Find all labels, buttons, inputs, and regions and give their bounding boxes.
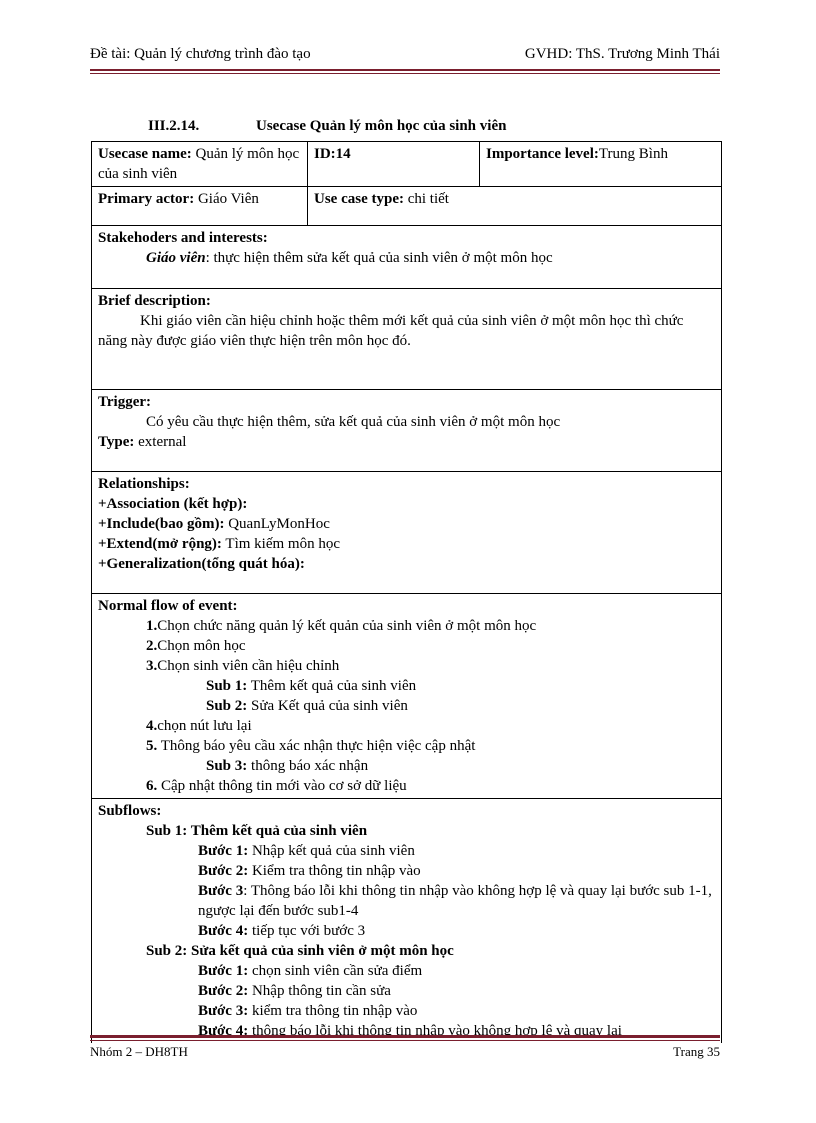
sub2-step: Bước 4: thông báo lỗi khi thông tin nhập vào không hợp lệ và quay lại: [198, 1023, 622, 1039]
trigger-text: Có yêu cầu thực hiện thêm, sửa kết quả của sinh viên ở một môn học: [146, 414, 561, 430]
brief-cell: Brief description: Khi giáo viên cần hiệu chỉnh hoặc thêm mới kết quả của sinh viên ở một môn học thì chức năng này được giáo viên thực hiện trên môn học đó.: [92, 289, 722, 390]
flow-step: 3.Chọn sinh viên cần hiệu chỉnh: [146, 658, 340, 674]
header-topic: Đề tài: Quản lý chương trình đào tạo: [90, 46, 311, 62]
header-rule: [90, 69, 720, 71]
relationships-cell: Relationships: +Association (kết hợp): +Include(bao gồm): QuanLyMonHoc +Extend(mở rộng): Tìm kiếm môn học +Generalization(tổng quát hóa):: [92, 472, 722, 594]
brief-row: [92, 289, 722, 390]
sub1-step: Bước 3: Thông báo lỗi khi thông tin nhập vào không hợp lệ và quay lại bước sub 1-1, ngược lại đến bước sub1-4: [198, 883, 712, 919]
trigger-row: [92, 390, 722, 472]
header-advisor: GVHD: ThS. Trương Minh Thái: [524, 46, 720, 62]
sub2-step: Bước 2: Nhập thông tin cần sửa: [198, 983, 391, 999]
importance-cell: Importance level:Trung Bình: [480, 142, 722, 187]
stakeholders-row: [92, 226, 722, 289]
usecase-table: [91, 141, 722, 1043]
section-number: III.2.14.: [148, 118, 200, 134]
sub2-step: Bước 3: kiểm tra thông tin nhập vào: [198, 1003, 418, 1019]
usecase-row-name: [92, 142, 722, 187]
usecase-type-cell: Use case type: chi tiết: [308, 187, 722, 226]
sub2-title: Sub 2: Sửa kết quả của sinh viên ở một môn học: [146, 943, 454, 959]
flow-step: 6. Cập nhật thông tin mới vào cơ sở dữ liệu: [146, 778, 407, 794]
trigger-cell: Trigger: Có yêu cầu thực hiện thêm, sửa kết quả của sinh viên ở một môn học Type: external: [92, 390, 722, 472]
normal-flow-cell: Normal flow of event: 1.Chọn chức năng quản lý kết quản của sinh viên ở một môn học 2.Chọn môn học 3.Chọn sinh viên cần hiệu chỉnh Sub 1: Thêm kết quả của sinh viên Sub 2: Sửa Kết quả của sinh viên 4.chọn nút lưu lại 5. Thông báo yêu cầu xác nhận thực hiện việc cập nhật Sub 3: thông báo xác nhận 6. Cập nhật thông tin mới vào cơ sở dữ liệu: [92, 594, 722, 799]
subflows-row: [92, 799, 722, 1044]
stakeholder-role: Giáo viên: [146, 250, 206, 266]
flow-step: 1.Chọn chức năng quản lý kết quản của sinh viên ở một môn học: [146, 618, 537, 634]
page-header: [90, 46, 720, 66]
footer-rule-thin: [90, 1040, 720, 1041]
section-title: [148, 118, 506, 135]
usecase-id-cell: ID:14: [308, 142, 480, 187]
normal-flow-row: [92, 594, 722, 799]
flow-step: 2.Chọn môn học: [146, 638, 246, 654]
section-heading: Usecase Quản lý môn học của sinh viên: [256, 118, 507, 134]
sub1-step: Bước 2: Kiểm tra thông tin nhập vào: [198, 863, 421, 879]
footer-rule: [90, 1035, 720, 1038]
subflows-cell: Subflows: Sub 1: Thêm kết quả của sinh viên Bước 1: Nhập kết quả của sinh viên Bước 2: Kiểm tra thông tin nhập vào Bước 3: Thông báo lỗi khi thông tin nhập vào không hợp lệ và quay lại bước sub 1-1, ngược lại đến bước sub1-4 Bước 4: tiếp tục với bước 3 Sub 2: Sửa kết quả của sinh viên ở một môn học Bước 1: chọn sinh viên cần sửa điểm Bước 2: Nhập thông tin cần sửa Bước 3: kiểm tra thông tin nhập vào Bước 4: thông báo lỗi khi thông tin nhập vào không hợp lệ và quay lại: [92, 799, 722, 1044]
sub1-step: Bước 4: tiếp tục với bước 3: [198, 923, 366, 939]
usecase-name-cell: Usecase name: Quản lý môn học của sinh viên: [92, 142, 308, 187]
stakeholders-cell: Stakehoders and interests: Giáo viên: thực hiện thêm sửa kết quả của sinh viên ở một môn học: [92, 226, 722, 289]
sub1-title: Sub 1: Thêm kết quả của sinh viên: [146, 823, 368, 839]
flow-substep: Sub 2: Sửa Kết quả của sinh viên: [206, 698, 408, 714]
flow-substep: Sub 3: thông báo xác nhận: [206, 758, 369, 774]
sub2-step: Bước 1: chọn sinh viên cần sửa điểm: [198, 963, 423, 979]
brief-text: Khi giáo viên cần hiệu chỉnh hoặc thêm mới kết quả của sinh viên ở một môn học thì chức năng này được giáo viên thực hiện trên môn học đó.: [98, 313, 684, 349]
flow-step: 5. Thông báo yêu cầu xác nhận thực hiện việc cập nhật: [146, 738, 476, 754]
page-footer: [90, 1044, 720, 1062]
page-number: Trang 35: [673, 1044, 720, 1059]
flow-step: 4.chọn nút lưu lại: [146, 718, 252, 734]
sub1-step: Bước 1: Nhập kết quả của sinh viên: [198, 843, 415, 859]
flow-substep: Sub 1: Thêm kết quả của sinh viên: [206, 678, 417, 694]
usecase-row-actor: [92, 187, 722, 226]
primary-actor-cell: Primary actor: Giáo Viên: [92, 187, 308, 226]
relationships-row: [92, 472, 722, 594]
header-rule-thin: [90, 73, 720, 74]
footer-group: Nhóm 2 – DH8TH: [90, 1044, 188, 1059]
